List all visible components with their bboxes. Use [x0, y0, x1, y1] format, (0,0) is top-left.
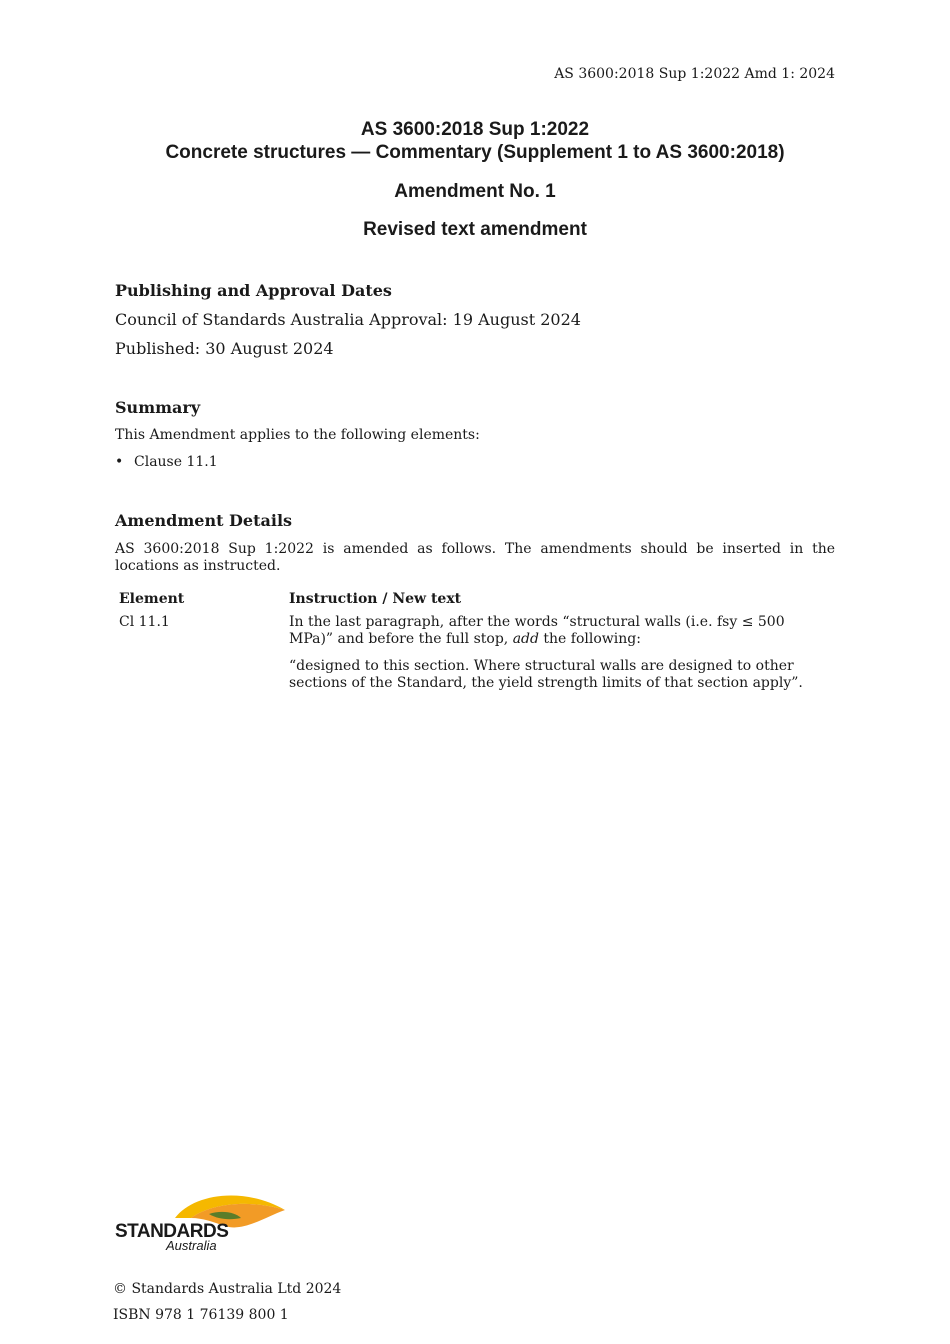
bullet-icon: •: [115, 454, 124, 470]
running-head: AS 3600:2018 Sup 1:2022 Amd 1: 2024: [554, 66, 835, 82]
summary-intro: This Amendment applies to the following elements:: [115, 427, 480, 443]
instruction-cell: [285, 608, 835, 692]
document-title: AS 3600:2018 Sup 1:2022: [360, 119, 590, 140]
logo-wordmark: STANDARDS: [115, 1221, 229, 1242]
instruction-emphasis: add: [512, 631, 539, 647]
isbn: ISBN 978 1 76139 800 1: [113, 1307, 289, 1323]
published-date: Published: 30 August 2024: [115, 339, 334, 358]
approval-date: Council of Standards Australia Approval: 19 August 2024: [115, 310, 581, 329]
copyright: © Standards Australia Ltd 2024: [113, 1281, 342, 1297]
instruction-post: the following:: [538, 631, 641, 647]
title-block: [0, 118, 950, 241]
document-subtitle: Concrete structures — Commentary (Supplement 1 to AS 3600:2018): [165, 142, 785, 163]
amendment-table: [115, 590, 835, 692]
column-header-instruction: Instruction / New text: [289, 591, 462, 607]
list-item-label: Clause 11.1: [134, 454, 218, 470]
publishing-heading: Publishing and Approval Dates: [115, 281, 392, 300]
details-intro: AS 3600:2018 Sup 1:2022 is amended as follows. The amendments should be inserted in the locations as instructed.: [115, 541, 835, 574]
new-text: “designed to this section. Where structural walls are designed to other sections of the Standard, the yield strength limits of that section apply”.: [289, 658, 803, 691]
list-item: [115, 454, 218, 470]
instruction-text: [289, 614, 831, 648]
element-cell: Cl 11.1: [119, 614, 170, 630]
logo-subtitle: Australia: [166, 1238, 217, 1253]
summary-heading: Summary: [115, 398, 201, 417]
table-header-row: [115, 590, 835, 608]
instruction-pre: In the last paragraph, after the words “structural walls (i.e. fsy ≤ 500 MPa)” and before the full stop,: [289, 614, 785, 647]
table-row: [115, 608, 835, 692]
details-heading: Amendment Details: [115, 511, 293, 530]
amendment-type: Revised text amendment: [363, 219, 587, 240]
amendment-number: Amendment No. 1: [394, 181, 556, 202]
column-header-element: Element: [119, 591, 185, 607]
